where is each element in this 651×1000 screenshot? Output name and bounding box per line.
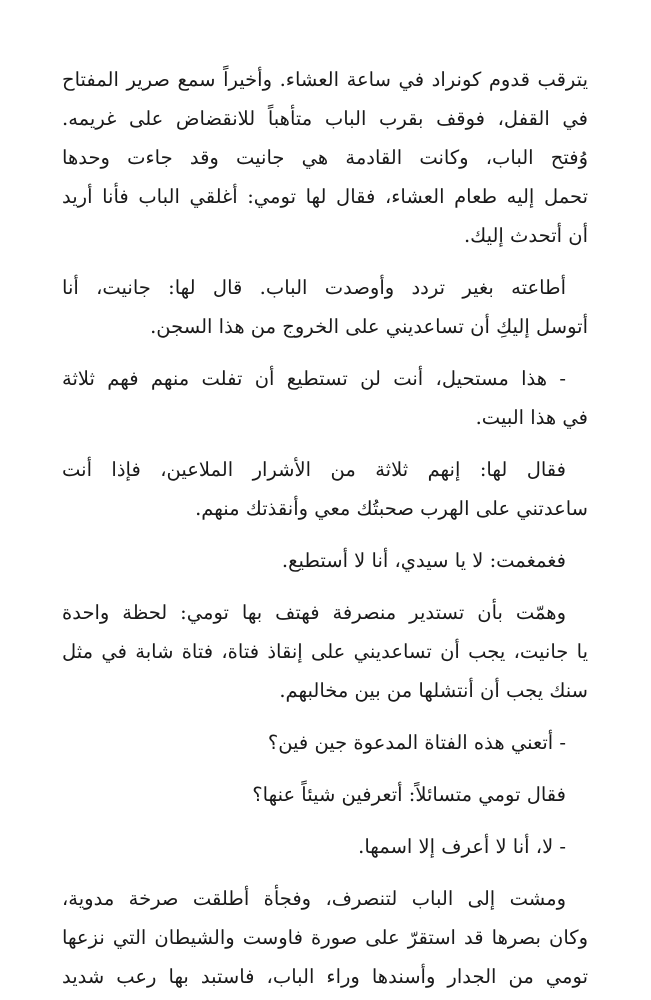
text-line: أطاعته بغير تردد وأوصدت الباب. قال لها: جانيت، أنا [62,276,566,299]
text-line: - أتعني هذه الفتاة المدعوة جين فين؟ [267,731,566,754]
text-line: في القفل، فوقف بقرب الباب متأهباً للانقضاض على غريمه. [62,107,588,130]
paragraph-10 [62,879,588,996]
text-line: تومي من الجدار وأسندها وراء الباب، فاستبد بها رعب شديد [62,965,588,988]
paragraph-8 [62,775,588,814]
paragraph-5 [62,541,588,580]
text-line: في هذا البيت. [475,406,588,429]
paragraph-3 [62,359,588,437]
text-line: تحمل إليه طعام العشاء، فقال لها تومي: أغلقي الباب فأنا أريد [62,185,588,208]
paragraph-7 [62,723,588,762]
text-line: أن أتحدث إليك. [463,224,588,247]
text-line: ساعدتني على الهرب صحبتُك معي وأنقذتك منهم. [195,497,588,520]
text-line: ومشت إلى الباب لتنصرف، وفجأة أطلقت صرخة مدوية، [62,887,566,910]
paragraph-1 [62,60,588,255]
text-line: يترقب قدوم كونراد في ساعة العشاء. وأخيراً سمع صرير المفتاح [62,68,588,91]
text-line: وكان بصرها قد استقرّ على صورة فاوست والشيطان التي نزعها [62,926,588,949]
text-line: أتوسل إليكِ أن تساعديني على الخروج من هذا السجن. [150,315,588,338]
text-line: - هذا مستحيل، أنت لن تستطيع أن تفلت منهم فهم ثلاثة [62,367,566,390]
text-line: فقال لها: إنهم ثلاثة من الأشرار الملاعين، فإذا أنت [62,458,566,481]
text-line: وُفتح الباب، وكانت القادمة هي جانيت وقد جاءت وحدها [62,146,588,169]
paragraph-9 [62,827,588,866]
text-line: سنك يجب أن أنتشلها من بين مخالبهم. [279,679,588,702]
paragraph-4 [62,450,588,528]
text-line: فقال تومي متسائلاً: أتعرفين شيئاً عنها؟ [252,783,566,806]
text-line: - لا، أنا لا أعرف إلا اسمها. [358,835,566,858]
text-line: يا جانيت، يجب أن تساعديني على إنقاذ فتاة، فتاة شابة في مثل [62,640,588,663]
paragraph-6 [62,593,588,710]
text-line: وهمّت بأن تستدير منصرفة فهتف بها تومي: لحظة واحدة [62,601,566,624]
paragraph-2 [62,268,588,346]
text-line: فغمغمت: لا يا سيدي، أنا لا أستطيع. [281,549,566,572]
